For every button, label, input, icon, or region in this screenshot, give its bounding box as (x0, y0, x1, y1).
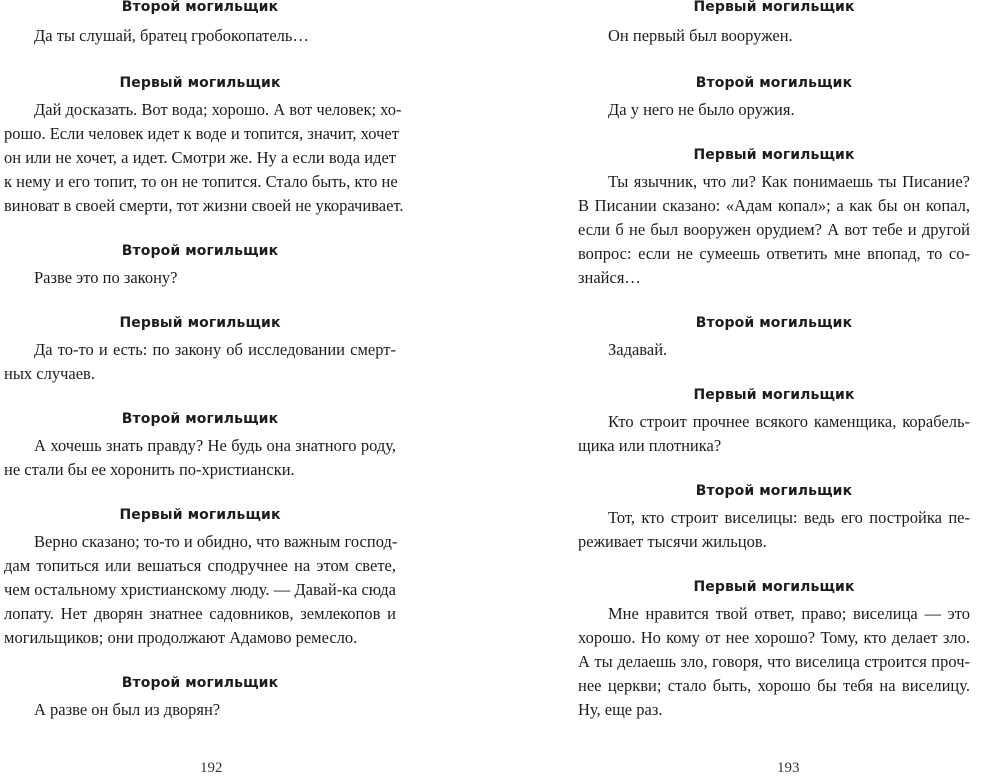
dialogue-block (578, 0, 970, 48)
speech-line: рошо. Если человек идет к воде и топится, значит, хочет (4, 124, 399, 143)
speech-line: Мне нравится твой ответ, право; виселица — это (608, 604, 970, 623)
dialogue-block (4, 506, 396, 650)
page-number: 192 (200, 760, 223, 776)
speech-line: Ты язычник, что ли? Как понимаешь ты Писание? (608, 172, 970, 191)
speech-line: А хочешь знать правду? Не будь она знатного роду, (34, 436, 396, 455)
speech-line: лопату. Нет дворян знатнее садовников, землекопов и (4, 604, 396, 623)
speech-line: могильщиков; они продолжают Адамово ремесло. (4, 628, 358, 647)
speaker-name: Первый могильщик (119, 75, 281, 91)
speech-line: Тот, кто строит виселицы: ведь его постройка пе- (608, 508, 970, 527)
speaker-name: Второй могильщик (121, 411, 279, 427)
speech-line: Да ты слушай, братец гробокопатель… (34, 26, 309, 45)
speech-line: щика или плотника? (578, 436, 722, 455)
speaker-name: Первый могильщик (693, 387, 855, 403)
speech-line: А разве он был из дворян? (34, 700, 221, 719)
speech-line: Ну, еще раз. (578, 700, 663, 719)
speech-line: виноват в своей смерти, тот жизни своей не укорачивает. (4, 196, 404, 215)
speech-line: Верно сказано; то-то и обидно, что важным господ- (34, 532, 398, 551)
left-page (4, 0, 404, 742)
dialogue-block (4, 674, 396, 722)
right-page (578, 0, 970, 742)
speech-line: Да у него не было оружия. (608, 100, 795, 119)
speech-text (4, 98, 404, 218)
speech-line: он или не хочет, а идет. Смотри же. Ну а если вода идет (4, 148, 396, 167)
speaker-name: Первый могильщик (119, 507, 281, 523)
speech-line: А ты делаешь зло, говоря, что виселица строится проч- (578, 652, 970, 671)
speech-line: Дай досказать. Вот вода; хорошо. А вот человек; хо- (34, 100, 402, 119)
dialogue-block (578, 482, 970, 554)
speech-line: не стали бы ее хоронить по-христиански. (4, 460, 295, 479)
speaker-name: Второй могильщик (121, 243, 279, 259)
speech-line: нее церкви; стало быть, хорошо бы тебя на виселицу. (578, 676, 970, 695)
speaker-name: Первый могильщик (693, 147, 855, 163)
speech-line: Да то-то и есть: по закону об исследовании смерт- (34, 340, 396, 359)
dialogue-block (4, 314, 396, 386)
speaker-name: Первый могильщик (693, 0, 855, 15)
speech-line: Задавай. (608, 340, 668, 359)
speech-text (4, 698, 396, 722)
speech-line: вопрос: если не сумеешь ответить мне впопад, то со- (578, 244, 970, 263)
dialogue-block (578, 578, 970, 722)
speech-line: хорошо. Но кому от нее хорошо? Тому, кто делает зло. (578, 628, 970, 647)
dialogue-block (578, 74, 970, 122)
dialogue-block (578, 146, 970, 290)
speech-text (578, 506, 970, 554)
speaker-name: Второй могильщик (695, 75, 853, 91)
dialogue-block (578, 386, 970, 458)
speech-text (578, 410, 970, 458)
speech-text (4, 338, 396, 386)
speech-text (4, 530, 396, 650)
speech-text (578, 24, 970, 48)
speech-text (578, 170, 970, 290)
speech-line: В Писании сказано: «Адам копал»; а как бы он копал, (578, 196, 970, 215)
dialogue-block (4, 0, 396, 48)
speaker-name: Второй могильщик (121, 0, 279, 15)
dialogue-block (4, 74, 404, 218)
dialogue-block (4, 242, 396, 290)
speaker-name: Второй могильщик (695, 315, 853, 331)
speech-text (578, 602, 970, 722)
speaker-name: Первый могильщик (119, 315, 281, 331)
speech-text (4, 24, 396, 48)
speaker-name: Второй могильщик (121, 675, 279, 691)
speech-text (4, 266, 396, 290)
dialogue-block (578, 314, 970, 362)
speech-line: знайся… (578, 268, 641, 287)
speaker-name: Первый могильщик (693, 579, 855, 595)
page-number: 193 (777, 760, 800, 776)
dialogue-block (4, 410, 396, 482)
speech-line: чем остальному христианскому люду. — Давай-ка сюда (4, 580, 396, 599)
speech-line: реживает тысячи жильцов. (578, 532, 767, 551)
speech-line: Разве это по закону? (34, 268, 178, 287)
speech-text (4, 434, 396, 482)
speech-text (578, 338, 970, 362)
speech-line: дам топиться или вешаться сподручнее на этом свете, (4, 556, 396, 575)
speech-line: к нему и его топит, то он не топится. Стало быть, кто не (4, 172, 398, 191)
speaker-name: Второй могильщик (695, 483, 853, 499)
speech-line: ных случаев. (4, 364, 95, 383)
speech-line: если б не был вооружен орудием? А вот тебе и другой (578, 220, 970, 239)
speech-line: Кто строит прочнее всякого каменщика, корабель- (608, 412, 970, 431)
speech-line: Он первый был вооружен. (608, 26, 793, 45)
speech-text (578, 98, 970, 122)
